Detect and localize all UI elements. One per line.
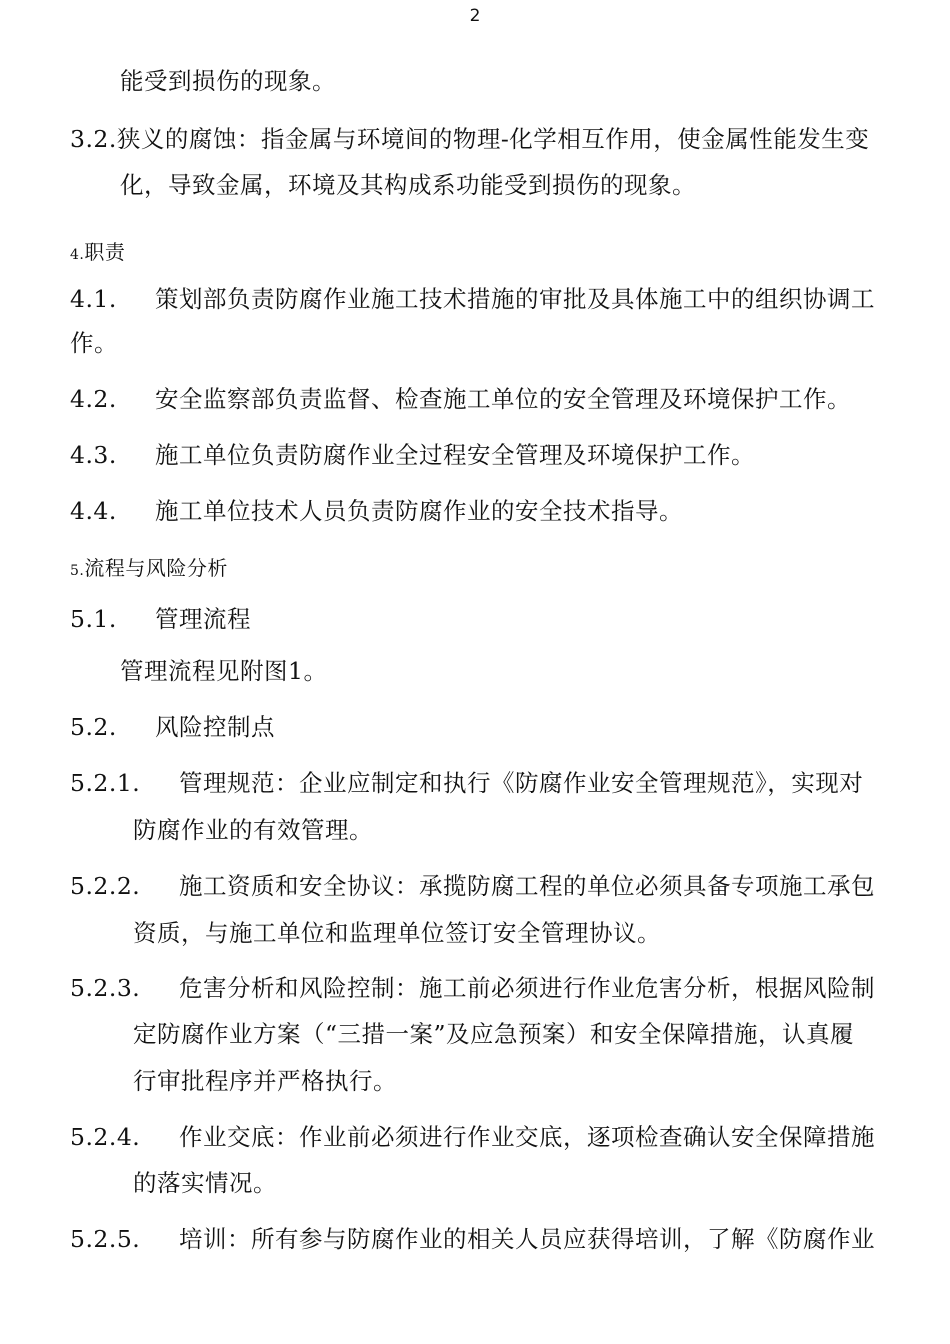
clause-4-4 [70, 496, 866, 526]
line-text: 管理流程见附图1。 [120, 657, 328, 685]
clause-number: 5.2.4. [70, 1123, 141, 1151]
line-text: 的落实情况。 [133, 1169, 277, 1197]
line-text: 能受到损伤的现象。 [120, 67, 336, 95]
clause-3-2-continuation [120, 170, 866, 200]
clause-5-2-2-continuation [133, 918, 866, 948]
line-text: 管理规范：企业应制定和执行《防腐作业安全管理规范》，实现对 [179, 769, 864, 797]
line-text: 施工单位技术人员负责防腐作业的安全技术指导。 [155, 497, 683, 525]
line-text: 安全监察部负责监督、检查施工单位的安全管理及环境保护工作。 [155, 385, 851, 413]
line-text: 作业交底：作业前必须进行作业交底，逐项检查确认安全保障措施 [179, 1123, 875, 1151]
line-text: 作。 [70, 329, 118, 357]
clause-5-1 [70, 604, 866, 634]
section-heading-4 [70, 237, 866, 270]
section-title: 流程与风险分析 [84, 556, 228, 580]
clause-4-1-continuation [70, 328, 866, 358]
line-text: 化，导致金属，环境及其构成系功能受到损伤的现象。 [120, 171, 696, 199]
line-text: 危害分析和风险控制：施工前必须进行作业危害分析，根据风险制 [179, 974, 875, 1002]
clause-number: 5.2.3. [70, 974, 141, 1002]
clause-number: 5.1. [70, 605, 117, 633]
clause-5-2-2 [70, 871, 875, 901]
clause-number: 4.1. [70, 285, 117, 313]
line-text: 施工资质和安全协议：承揽防腐工程的单位必须具备专项施工承包 [179, 872, 875, 900]
clause-number: 5.2.1. [70, 769, 141, 797]
clause-number: 4.3. [70, 441, 117, 469]
clause-number: 3.2. [70, 125, 117, 153]
section-number: 4. [70, 247, 85, 263]
section-title: 职责 [84, 240, 126, 264]
line-text: 狭义的腐蚀：指金属与环境间的物理-化学相互作用，使金属性能发生变 [116, 125, 870, 153]
clause-number: 5.2. [70, 713, 117, 741]
clause-5-2-4-continuation [133, 1168, 866, 1198]
section-number: 5. [70, 563, 85, 579]
line-text: 行审批程序并严格执行。 [133, 1067, 397, 1095]
clause-5-2-3-continuation [133, 1066, 866, 1096]
line-text: 定防腐作业方案（“三措一案”及应急预案）和安全保障措施，认真履 [133, 1020, 855, 1048]
clause-5-2-4 [70, 1122, 875, 1152]
section-heading-5 [70, 553, 866, 586]
clause-4-2 [70, 384, 866, 414]
line-text: 施工单位负责防腐作业全过程安全管理及环境保护工作。 [155, 441, 755, 469]
line-text: 培训：所有参与防腐作业的相关人员应获得培训，了解《防腐作业 [179, 1225, 875, 1253]
clause-number: 5.2.2. [70, 872, 141, 900]
line-text: 资质，与施工单位和监理单位签订安全管理协议。 [133, 919, 661, 947]
clause-3-2 [70, 124, 870, 154]
line-text: 管理流程 [155, 605, 251, 633]
clause-5-2-1-continuation [133, 815, 866, 845]
paragraph-continuation [120, 66, 866, 96]
line-text: 风险控制点 [155, 713, 275, 741]
clause-number: 4.4. [70, 497, 117, 525]
clause-4-1 [70, 284, 875, 314]
clause-5-2-5 [70, 1224, 875, 1254]
clause-5-2 [70, 712, 866, 742]
line-text: 策划部负责防腐作业施工技术措施的审批及具体施工中的组织协调工 [155, 285, 875, 313]
clause-number: 4.2. [70, 385, 117, 413]
clause-5-1-body [120, 656, 866, 686]
clause-5-2-1 [70, 768, 866, 798]
clause-5-2-3-continuation [133, 1019, 866, 1049]
clause-number: 5.2.5. [70, 1225, 141, 1253]
page-number: 2 [469, 6, 481, 26]
clause-4-3 [70, 440, 866, 470]
clause-5-2-3 [70, 973, 875, 1003]
line-text: 防腐作业的有效管理。 [133, 816, 373, 844]
